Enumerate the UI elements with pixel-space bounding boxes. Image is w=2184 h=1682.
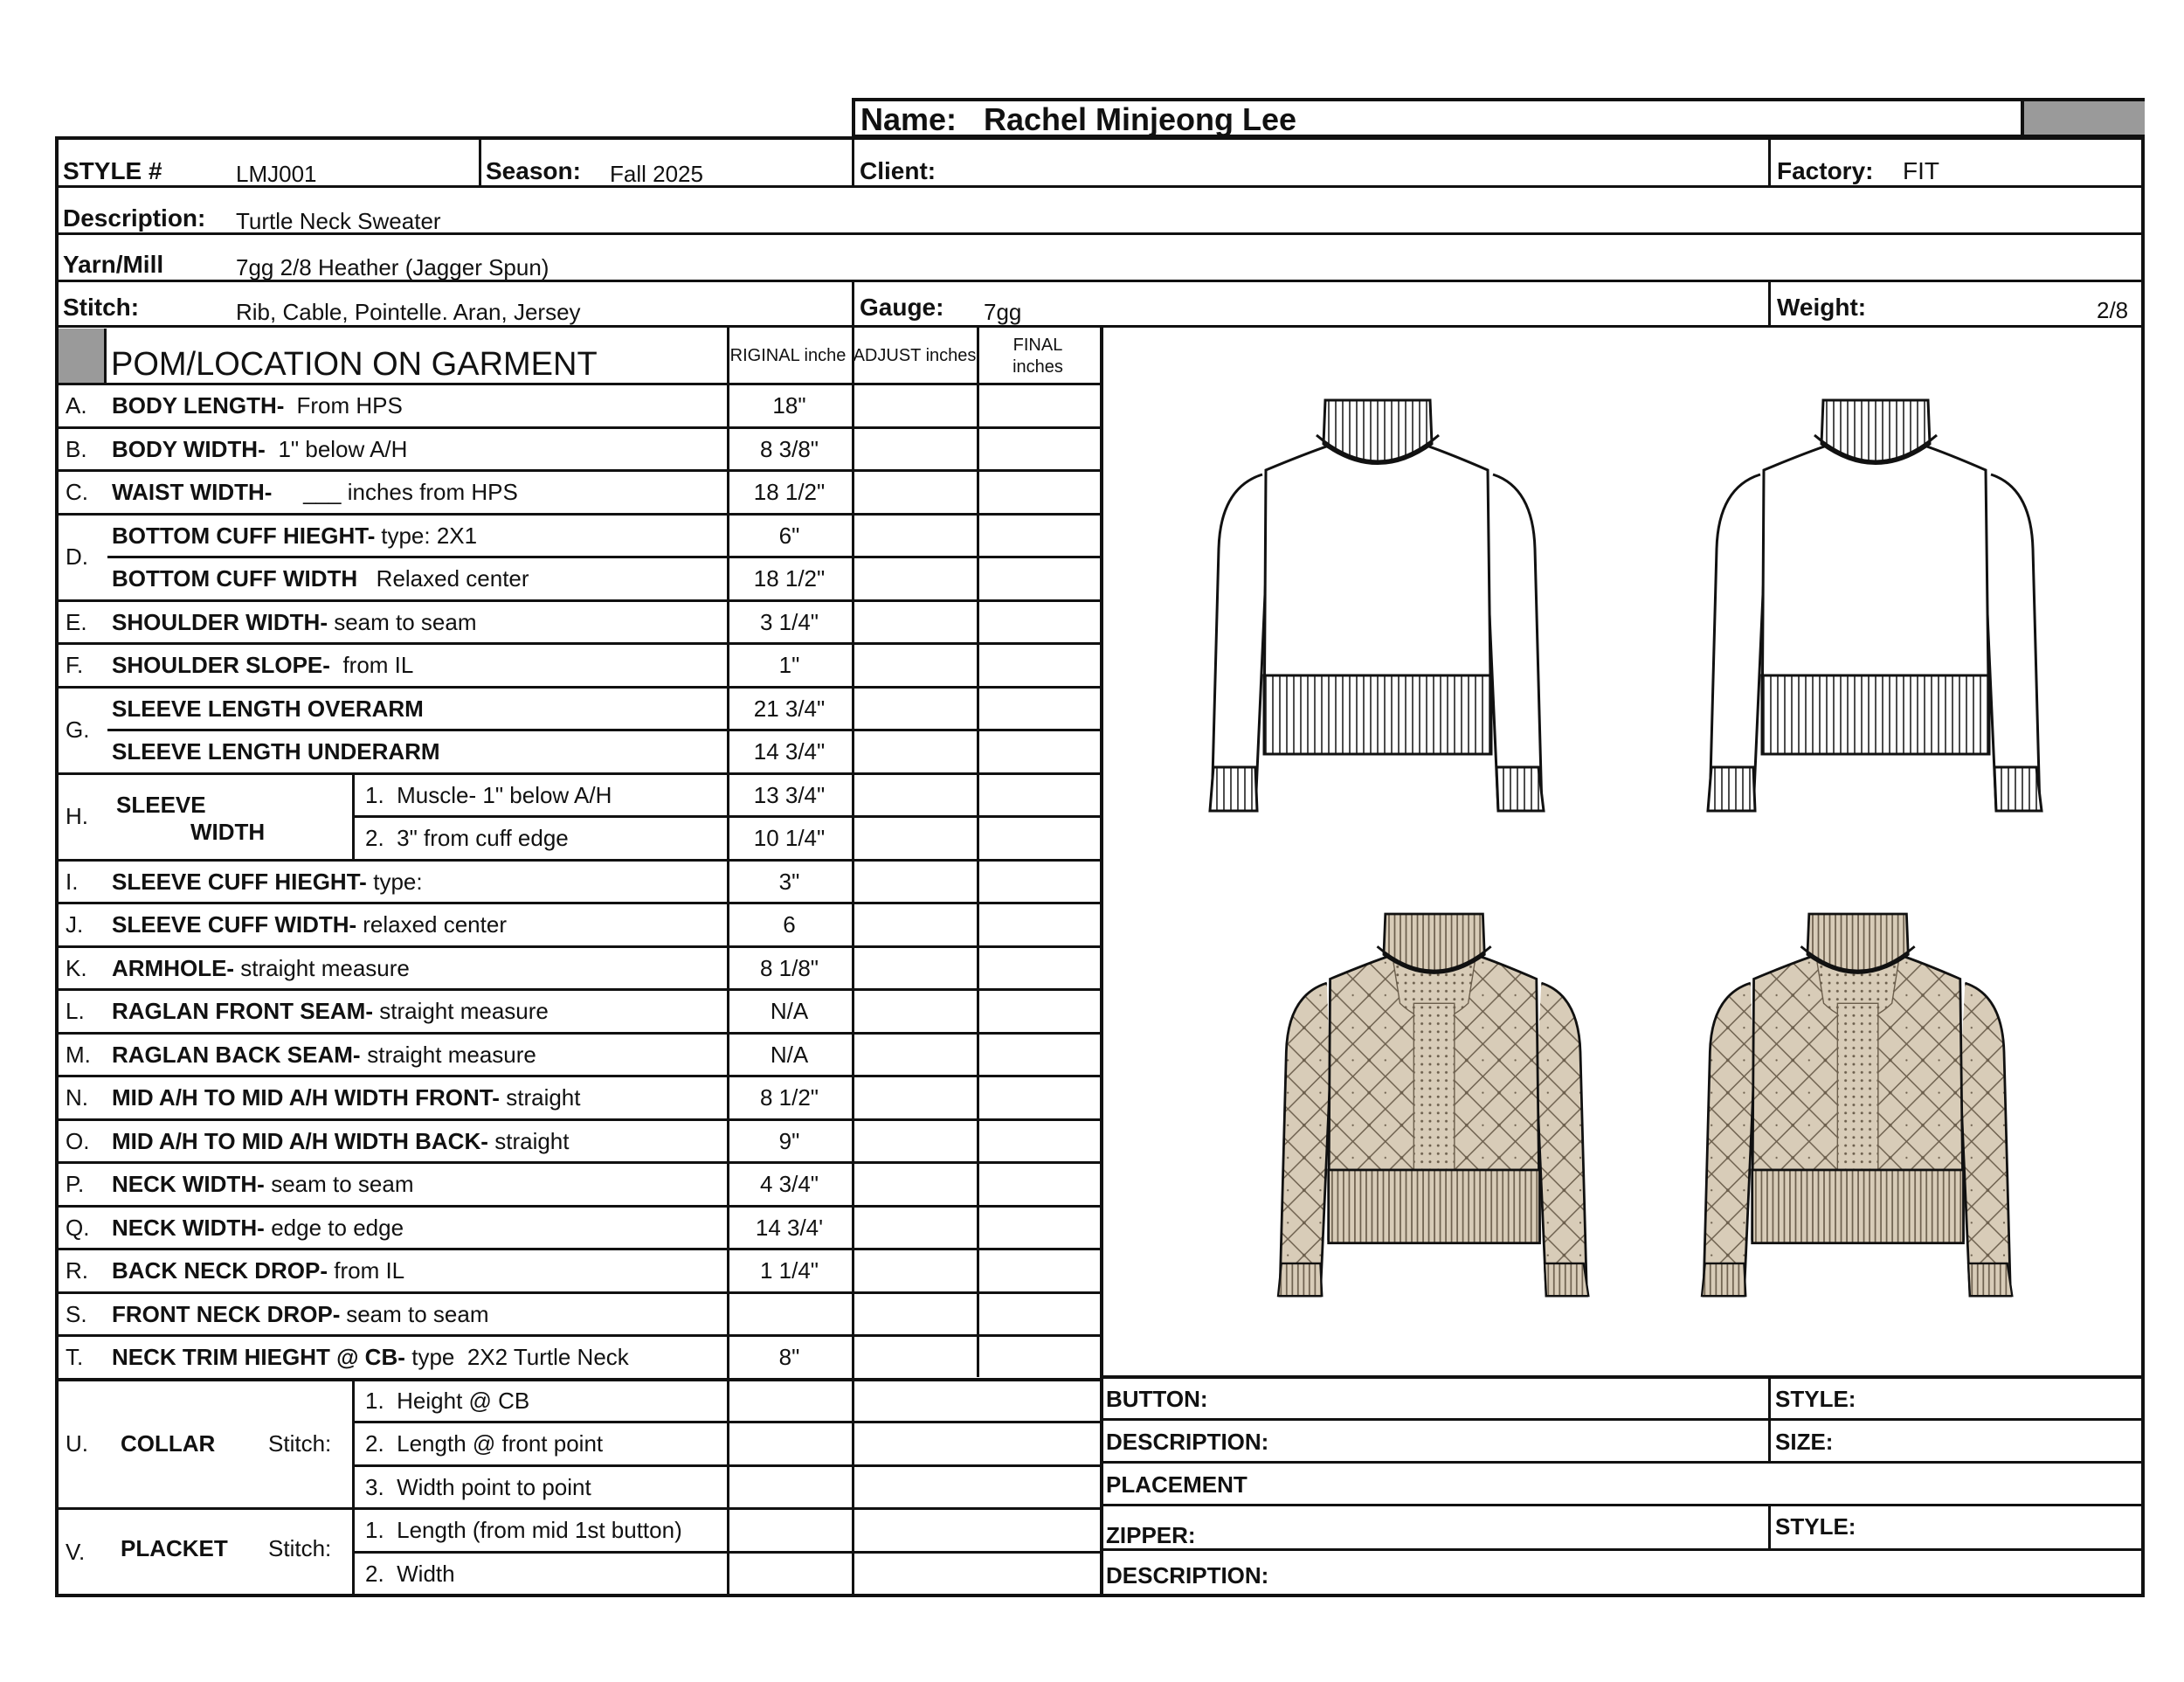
button-label: BUTTON:: [1106, 1386, 1208, 1412]
style-value: LMJ001: [236, 161, 317, 187]
row-original-value: 8 3/8": [759, 435, 819, 462]
gauge-value: 7gg: [984, 299, 1022, 325]
sleeve-width-label-2: WIDTH: [190, 819, 266, 845]
row-label-rest: 1. Length (from mid 1st button): [365, 1517, 682, 1543]
table-row: [55, 1034, 1100, 1077]
sweater-back-knit-sketch: [1702, 914, 2012, 1296]
style-label: STYLE #: [63, 157, 162, 184]
row-letter: A.: [66, 392, 87, 419]
row-label-rest: Relaxed center: [357, 565, 529, 592]
row-label-bold: BODY LENGTH-: [112, 392, 285, 419]
row-original-value: 1 1/4": [759, 1257, 819, 1284]
row-letter: L.: [66, 998, 85, 1024]
sweater-front-sketch: [1210, 400, 1544, 811]
pom-title: POM/LOCATION ON GARMENT: [111, 346, 598, 383]
row-original-value: 1": [778, 652, 800, 678]
row-original-value: 6: [783, 911, 796, 938]
factory-value: FIT: [1903, 157, 1939, 184]
row-label-rest: from IL: [328, 1257, 405, 1284]
row-label-bold: WAIST WIDTH-: [112, 479, 273, 505]
row-original-value: N/A: [770, 1041, 809, 1068]
row-label-rest: From HPS: [284, 392, 403, 419]
placement-label: PLACEMENT: [1106, 1471, 1248, 1498]
row-label-rest: straight: [488, 1127, 570, 1154]
row-letter: K.: [66, 954, 87, 981]
row-letter: G.: [66, 716, 90, 744]
row-letter: N.: [66, 1084, 88, 1111]
factory-label: Factory:: [1777, 157, 1874, 184]
row-original-value: N/A: [770, 998, 809, 1024]
row-letter: O.: [66, 1127, 90, 1154]
description-value: Turtle Neck Sweater: [236, 208, 441, 234]
row-original-value: 3 1/4": [759, 608, 819, 635]
row-original-value: 4 3/4": [759, 1171, 819, 1197]
row-original-value: 8 1/8": [759, 954, 819, 981]
name-label: Name:: [860, 101, 957, 137]
table-row: [55, 471, 1100, 515]
row-original-value: 10 1/4": [753, 825, 826, 851]
row-label-rest: 3. Width point to point: [365, 1473, 591, 1500]
row-label-rest: seam to seam: [328, 608, 477, 635]
button-size-label: SIZE:: [1775, 1429, 1834, 1455]
collar-label: COLLAR: [121, 1430, 216, 1457]
col-final-header-1: FINAL: [1013, 336, 1063, 355]
row-original-value: 21 3/4": [753, 695, 826, 722]
row-label-bold: SLEEVE LENGTH UNDERARM: [112, 738, 440, 765]
row-label-bold: BACK NECK DROP-: [112, 1257, 328, 1284]
row-label-rest: type: 2X1: [375, 522, 478, 549]
table-row: [55, 903, 1100, 947]
row-label-bold: BOTTOM CUFF HIEGHT-: [112, 522, 376, 549]
yarn-value: 7gg 2/8 Heather (Jagger Spun): [236, 254, 549, 280]
stitch-value: Rib, Cable, Pointelle. Aran, Jersey: [236, 299, 581, 325]
sweater-back-sketch: [1708, 400, 2042, 811]
season-value: Fall 2025: [610, 161, 703, 187]
row-label-bold: NECK WIDTH-: [112, 1214, 265, 1241]
row-letter: P.: [66, 1171, 85, 1197]
row-label-bold: BODY WIDTH-: [112, 435, 266, 462]
table-row: [55, 1249, 1100, 1293]
row-letter: V.: [66, 1538, 86, 1565]
row-letter: T.: [66, 1344, 84, 1370]
row-label-rest: type:: [367, 868, 423, 895]
table-row: [55, 1336, 1100, 1380]
table-row: [55, 1076, 1100, 1120]
row-label-bold: SHOULDER SLOPE-: [112, 652, 330, 678]
row-original-value: 13 3/4": [753, 781, 826, 808]
row-label-bold: MID A/H TO MID A/H WIDTH BACK-: [112, 1127, 488, 1154]
row-letter: Q.: [66, 1214, 90, 1241]
row-label-bold: NECK WIDTH-: [112, 1171, 265, 1197]
table-row: [55, 428, 1100, 472]
row-letter: F.: [66, 652, 84, 678]
row-label-rest: straight measure: [373, 998, 549, 1024]
table-row: [55, 1120, 1100, 1164]
row-label-bold: SHOULDER WIDTH-: [112, 608, 328, 635]
table-row: [55, 1163, 1100, 1207]
row-label-rest: straight measure: [361, 1041, 536, 1068]
row-label-bold: SLEEVE CUFF WIDTH-: [112, 911, 357, 938]
table-row: [55, 515, 1100, 571]
row-letter: S.: [66, 1300, 87, 1327]
name-grey-box: [2021, 101, 2145, 135]
gauge-label: Gauge:: [860, 294, 944, 321]
row-original-value: 3": [778, 868, 800, 895]
client-label: Client:: [860, 157, 936, 184]
row-label-rest: straight measure: [234, 954, 410, 981]
table-row: [55, 990, 1100, 1034]
description-label: Description:: [63, 204, 206, 232]
table-row: [55, 601, 1100, 645]
sweater-front-knit-sketch: [1278, 914, 1588, 1296]
row-original-value: 6": [778, 522, 800, 549]
row-label-rest: ___ inches from HPS: [272, 479, 518, 505]
sleeve-width-label-1: SLEEVE: [116, 792, 206, 818]
collar-stitch-label: Stitch:: [268, 1430, 332, 1457]
row-label-rest: 1. Height @ CB: [365, 1387, 530, 1414]
table-row: [55, 688, 1100, 744]
table-row: [55, 861, 1100, 904]
row-label-bold: SLEEVE LENGTH OVERARM: [112, 695, 424, 722]
row-letter: B.: [66, 435, 87, 462]
row-label-rest: from IL: [330, 652, 414, 678]
button-style-label: STYLE:: [1775, 1386, 1856, 1412]
table-row: [55, 947, 1100, 991]
row-letter: M.: [66, 1041, 91, 1068]
garment-sketches: [1102, 329, 2142, 1374]
placket-label: PLACKET: [121, 1535, 228, 1561]
table-row: [55, 1293, 1100, 1337]
name-value: Rachel Minjeong Lee: [984, 101, 1297, 137]
row-label-rest: relaxed center: [356, 911, 507, 938]
pom-grey-box: [59, 329, 107, 383]
row-letter: E.: [66, 608, 87, 635]
placket-stitch-label: Stitch:: [268, 1535, 332, 1561]
row-label-bold: BOTTOM CUFF WIDTH: [112, 565, 358, 592]
row-label-bold: NECK TRIM HIEGHT @ CB-: [112, 1344, 405, 1370]
col-original-header: RIGINAL inche: [729, 346, 847, 365]
row-original-value: 8 1/2": [759, 1084, 819, 1111]
yarn-label: Yarn/Mill: [63, 251, 164, 278]
row-label-rest: 2. 3" from cuff edge: [365, 825, 569, 851]
row-label-rest: straight: [500, 1084, 581, 1111]
row-label-rest: seam to seam: [265, 1171, 414, 1197]
zipper-label: ZIPPER:: [1106, 1522, 1196, 1548]
table-row: [55, 774, 1100, 830]
table-row: [55, 644, 1100, 688]
row-label-rest: 1" below A/H: [266, 435, 408, 462]
table-row: [55, 1207, 1100, 1250]
weight-value: 2/8: [2097, 297, 2129, 323]
row-letter: H.: [66, 803, 88, 830]
row-original-value: 9": [778, 1127, 800, 1154]
button-description-label: DESCRIPTION:: [1106, 1429, 1269, 1455]
row-letter: R.: [66, 1257, 88, 1284]
season-label: Season:: [486, 157, 581, 184]
row-label-rest: 2. Length @ front point: [365, 1430, 604, 1457]
row-label-rest: seam to seam: [340, 1300, 489, 1327]
row-label-bold: FRONT NECK DROP-: [112, 1300, 341, 1327]
row-label-rest: 2. Width: [365, 1560, 455, 1587]
row-label-rest: edge to edge: [265, 1214, 404, 1241]
col-final-header-2: inches: [1013, 357, 1063, 377]
table-row: [55, 384, 1100, 428]
row-label-bold: ARMHOLE-: [112, 954, 235, 981]
row-letter: C.: [66, 479, 88, 505]
row-label-bold: RAGLAN BACK SEAM-: [112, 1041, 361, 1068]
row-label-bold: MID A/H TO MID A/H WIDTH FRONT-: [112, 1084, 500, 1111]
zipper-description-label: DESCRIPTION:: [1106, 1562, 1269, 1589]
table-row: [55, 1466, 1100, 1510]
row-label-rest: 1. Muscle- 1" below A/H: [365, 781, 612, 808]
row-letter: I.: [66, 868, 79, 895]
row-original-value: 14 3/4": [753, 738, 826, 765]
row-label-rest: type 2X2 Turtle Neck: [405, 1344, 629, 1370]
table-row: [55, 557, 1100, 601]
row-original-value: 18 1/2": [753, 565, 826, 592]
row-label-bold: RAGLAN FRONT SEAM-: [112, 998, 373, 1024]
table-row: [55, 730, 1100, 774]
row-original-value: 14 3/4': [755, 1214, 824, 1241]
weight-label: Weight:: [1777, 294, 1867, 321]
stitch-label: Stitch:: [63, 294, 140, 321]
row-original-value: 8": [778, 1344, 800, 1370]
row-original-value: 18": [772, 392, 806, 419]
row-label-bold: SLEEVE CUFF HIEGHT-: [112, 868, 367, 895]
row-letter: U.: [66, 1430, 88, 1457]
zipper-style-label: STYLE:: [1775, 1513, 1856, 1540]
row-original-value: 18 1/2": [753, 479, 826, 505]
col-adjust-header: ADJUST inches: [853, 346, 977, 365]
row-letter: D.: [66, 543, 88, 571]
row-letter: J.: [66, 911, 84, 938]
